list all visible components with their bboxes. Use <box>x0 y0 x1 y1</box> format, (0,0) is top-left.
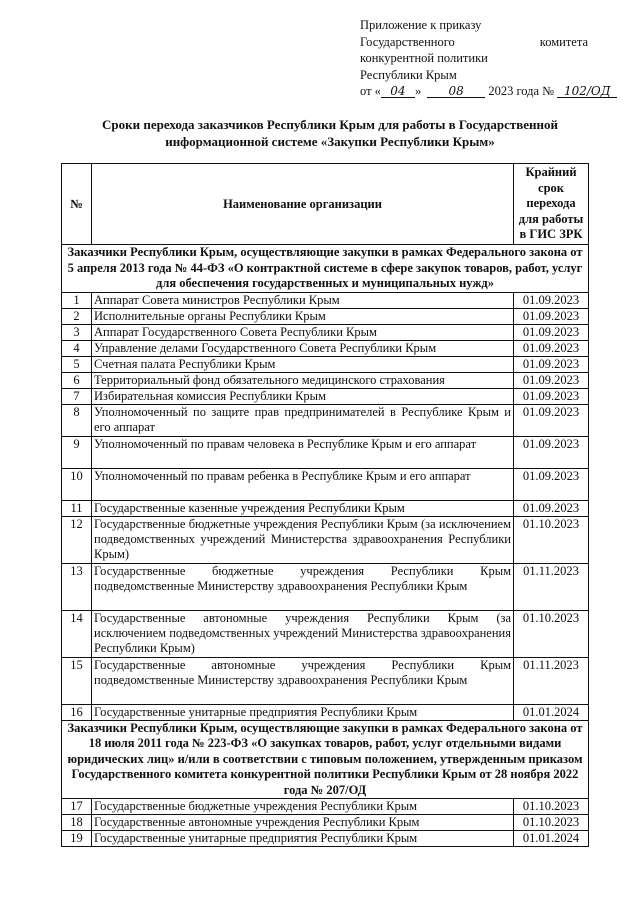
row-organization: Государственные унитарные предприятия Республики Крым <box>92 704 514 720</box>
table-row <box>62 468 589 500</box>
row-deadline: 01.10.2023 <box>514 516 589 563</box>
row-number: 4 <box>62 340 92 356</box>
row-deadline: 01.10.2023 <box>514 610 589 657</box>
row-organization: Аппарат Государственного Совета Республики Крым <box>92 324 514 340</box>
row-deadline: 01.09.2023 <box>514 356 589 372</box>
row-deadline: 01.09.2023 <box>514 372 589 388</box>
row-organization: Аппарат Совета министров Республики Крым <box>92 292 514 308</box>
table-row <box>62 324 589 340</box>
row-organization: Государственные автономные учреждения Республики Крым подведомственные Министерству здравоохранения Республики Крым <box>92 657 514 704</box>
table-row <box>62 657 589 704</box>
handwritten-order-number: 102/ОД <box>557 85 617 98</box>
row-organization: Избирательная комиссия Республики Крым <box>92 388 514 404</box>
table-row <box>62 372 589 388</box>
row-deadline: 01.01.2024 <box>514 831 589 847</box>
table-row <box>62 610 589 657</box>
deadlines-table <box>61 163 589 847</box>
row-deadline: 01.11.2023 <box>514 657 589 704</box>
row-number: 18 <box>62 815 92 831</box>
row-deadline: 01.09.2023 <box>514 388 589 404</box>
table-row <box>62 500 589 516</box>
table-row <box>62 436 589 468</box>
table-row <box>62 292 589 308</box>
row-organization: Государственные автономные учреждения Республики Крым (за исключением подведомственных учреждений Министерства здравоохранения Республики Крым) <box>92 610 514 657</box>
row-number: 5 <box>62 356 92 372</box>
table-row <box>62 356 589 372</box>
row-deadline: 01.11.2023 <box>514 563 589 610</box>
date-mid: » <box>414 84 422 98</box>
row-organization: Государственные казенные учреждения Республики Крым <box>92 500 514 516</box>
header-num: № <box>62 164 92 245</box>
appendix-line-4: Республики Крым <box>360 67 457 82</box>
date-year: 2023 года № <box>488 84 555 98</box>
table-row <box>62 815 589 831</box>
row-organization: Уполномоченный по правам ребенка в Республике Крым и его аппарат <box>92 468 514 500</box>
row-organization: Государственные бюджетные учреждения Республики Крым подведомственные Министерству здравоохранения Республики Крым <box>92 563 514 610</box>
row-number: 12 <box>62 516 92 563</box>
appendix-line-1: Приложение к приказу <box>360 18 482 32</box>
document-title-line-1: Сроки перехода заказчиков Республики Крым для работы в Государственной <box>102 117 558 132</box>
handwritten-day: 04 <box>381 85 415 98</box>
row-number: 13 <box>62 563 92 610</box>
row-deadline: 01.09.2023 <box>514 340 589 356</box>
row-organization: Счетная палата Республики Крым <box>92 356 514 372</box>
row-number: 9 <box>62 436 92 468</box>
section-title-44fz: Заказчики Республики Крым, осуществляющие закупки в рамках Федерального закона от 5 апреля 2013 года № 44-ФЗ «О контрактной системе в сфере закупок товаров, работ, услуг для обеспечения государственных и муниципальных нужд» <box>62 245 589 293</box>
table-row <box>62 704 589 720</box>
appendix-line-2 <box>360 34 588 51</box>
header-date: Крайний срок перехода для работы в ГИС ЗРК <box>514 164 589 245</box>
row-organization: Государственные автономные учреждения Республики Крым <box>92 815 514 831</box>
row-number: 8 <box>62 404 92 436</box>
row-organization: Уполномоченный по защите прав предпринимателей в Республике Крым и его аппарат <box>92 404 514 436</box>
appendix-block <box>360 17 611 100</box>
table-row <box>62 831 589 847</box>
table-row <box>62 563 589 610</box>
appendix-line-2-right: комитета <box>539 34 588 49</box>
row-number: 14 <box>62 610 92 657</box>
row-organization: Исполнительные органы Республики Крым <box>92 308 514 324</box>
row-number: 7 <box>62 388 92 404</box>
table-row <box>62 516 589 563</box>
document-title <box>50 116 610 150</box>
row-deadline: 01.10.2023 <box>514 815 589 831</box>
table-row <box>62 388 589 404</box>
row-number: 3 <box>62 324 92 340</box>
row-deadline: 01.09.2023 <box>514 404 589 436</box>
table-header-row <box>62 164 589 245</box>
table-row <box>62 340 589 356</box>
table-row <box>62 404 589 436</box>
row-organization: Уполномоченный по правам человека в Республике Крым и его аппарат <box>92 436 514 468</box>
row-number: 16 <box>62 704 92 720</box>
row-deadline: 01.09.2023 <box>514 468 589 500</box>
row-number: 19 <box>62 831 92 847</box>
row-number: 10 <box>62 468 92 500</box>
row-organization: Государственные бюджетные учреждения Республики Крым (за исключением подведомственных учреждений Министерства здравоохранения Республики Крым) <box>92 516 514 563</box>
row-deadline: 01.09.2023 <box>514 500 589 516</box>
row-deadline: 01.01.2024 <box>514 704 589 720</box>
section-row <box>62 245 589 293</box>
row-number: 2 <box>62 308 92 324</box>
row-organization: Управление делами Государственного Совета Республики Крым <box>92 340 514 356</box>
row-deadline: 01.09.2023 <box>514 436 589 468</box>
row-number: 17 <box>62 799 92 815</box>
row-organization: Государственные унитарные предприятия Республики Крым <box>92 831 514 847</box>
row-number: 1 <box>62 292 92 308</box>
row-number: 11 <box>62 500 92 516</box>
appendix-line-3: конкурентной политики <box>360 51 488 65</box>
handwritten-month: 08 <box>427 85 485 98</box>
appendix-date-line <box>360 83 611 100</box>
section-title-223fz: Заказчики Республики Крым, осуществляющие закупки в рамках Федерального закона от 18 июля 2011 года № 223-ФЗ «О закупках товаров, работ, услуг отдельными видами юридических лиц» и/или в соответствии с типовым положением, утвержденным приказом Государственного комитета конкурентной политики Республики Крым от 28 ноября 2022 года № 207/ОД <box>62 720 589 799</box>
row-deadline: 01.10.2023 <box>514 799 589 815</box>
row-organization: Территориальный фонд обязательного медицинского страхования <box>92 372 514 388</box>
row-deadline: 01.09.2023 <box>514 324 589 340</box>
header-name: Наименование организации <box>92 164 514 245</box>
document-title-line-2: информационной системе «Закупки Республики Крым» <box>165 134 495 149</box>
row-number: 6 <box>62 372 92 388</box>
row-deadline: 01.09.2023 <box>514 292 589 308</box>
row-number: 15 <box>62 657 92 704</box>
row-deadline: 01.09.2023 <box>514 308 589 324</box>
section-row <box>62 720 589 799</box>
table-row <box>62 799 589 815</box>
row-organization: Государственные бюджетные учреждения Республики Крым <box>92 799 514 815</box>
date-prefix: от « <box>360 84 381 98</box>
table-row <box>62 308 589 324</box>
appendix-line-2-left: Государственного <box>360 34 455 49</box>
